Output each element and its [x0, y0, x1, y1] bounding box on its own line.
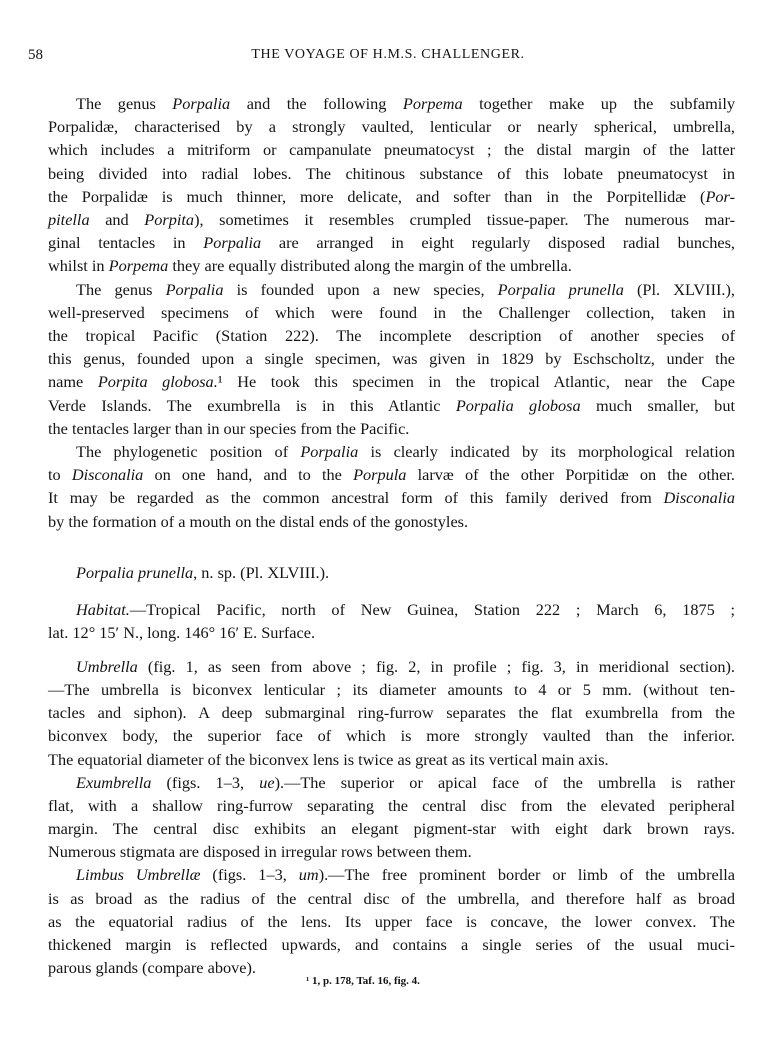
- text-span: (figs. 1–3,: [151, 772, 260, 792]
- text-span: name: [48, 372, 98, 392]
- text-span: and: [89, 210, 145, 229]
- italic-text: pitella: [48, 210, 90, 229]
- text-line: [76, 600, 735, 620]
- text-span: thickened margin is reflected upwards, and contains a single series of the usual muci-: [48, 934, 735, 954]
- text-line: [48, 842, 735, 862]
- italic-text: ue: [259, 772, 275, 792]
- text-line: [48, 233, 735, 253]
- text-span: The phylogenetic position of: [76, 442, 301, 461]
- italic-text: Porpalia: [203, 233, 262, 253]
- text-line: [48, 935, 735, 955]
- text-line: [76, 94, 735, 114]
- italic-text: Porpalia: [300, 442, 359, 461]
- text-span: Porpalidæ, characterised by a strongly vaulted, lenticular or nearly spherical, umbrella,: [48, 117, 735, 137]
- text-span: lat. 12° 15′ N., long. 146° 16′ E. Surface.: [48, 623, 316, 642]
- text-span: —Tropical Pacific, north of New Guinea, Station 222 ; March 6, 1875 ;: [129, 600, 735, 619]
- text-span: whilst in: [48, 256, 109, 276]
- text-line: [76, 442, 735, 462]
- text-span: well-preserved specimens of which were found in the Challenger collection, taken in: [48, 302, 735, 322]
- text-span: The equatorial diameter of the biconvex lens is twice as great as its vertical main axis.: [48, 749, 609, 769]
- italic-text: Disconalia: [663, 488, 735, 508]
- text-line: [48, 623, 735, 643]
- text-line: [48, 703, 735, 723]
- text-line: [48, 796, 735, 816]
- italic-text: Umbrella: [76, 657, 138, 676]
- text-span: (figs. 1–3,: [200, 865, 299, 885]
- text-span: Verde Islands. The exumbrella is in this Atlantic: [48, 395, 456, 415]
- text-line: [48, 488, 735, 508]
- text-line: [48, 164, 735, 184]
- text-span: is clearly indicated by its morphological relation: [358, 442, 735, 461]
- text-span: as the equatorial radius of the lens. Its upper face is concave, the lower convex. The: [48, 911, 735, 931]
- text-span: by the formation of a mouth on the distal ends of the gonostyles.: [48, 511, 469, 531]
- text-span: being divided into radial lobes. The chitinous substance of this lobate pneumatocyst in: [48, 163, 735, 183]
- italic-text: Porpema: [402, 94, 463, 113]
- text-span: and the following: [230, 94, 403, 113]
- text-line: [48, 210, 735, 230]
- italic-text: Porpita: [144, 210, 195, 229]
- species-heading-rest: , n. sp. (Pl. XLVIII.).: [193, 563, 330, 582]
- text-span: —The umbrella is biconvex lenticular ; its diameter amounts to 4 or 5 mm. (without ten-: [48, 680, 735, 700]
- text-line: [48, 819, 735, 839]
- text-span: together make up the subfamily: [462, 94, 735, 113]
- species-name: Porpalia prunella: [76, 563, 194, 582]
- text-span: The genus: [76, 279, 166, 299]
- text-line: [48, 465, 735, 485]
- text-span: ), sometimes it resembles crumpled tissue-paper. The numerous mar-: [194, 210, 735, 229]
- italic-text: Porpalia globosa: [455, 395, 581, 415]
- footnote: ¹ 1, p. 178, Taf. 16, fig. 4.: [306, 975, 420, 987]
- italic-text: Porpalia: [165, 279, 224, 299]
- italic-text: Exumbrella: [76, 772, 152, 792]
- text-span: flat, with a shallow ring-furrow separating the central disc from the elevated peripheral: [48, 795, 735, 815]
- text-span: are arranged in eight regularly disposed radial bunches,: [261, 233, 735, 253]
- text-span: tacles and siphon). A deep submarginal ring-furrow separates the flat exumbrella from the: [48, 703, 735, 723]
- text-line: [48, 889, 735, 909]
- text-line: [48, 396, 735, 416]
- text-span: The genus: [76, 94, 173, 113]
- text-span: the tropical Pacific (Station 222). The incomplete description of another species of: [48, 326, 735, 345]
- text-line: [48, 512, 735, 532]
- text-span: parous glands (compare above).: [48, 957, 256, 977]
- text-line: [76, 657, 735, 677]
- text-span: larvæ of the other Porpitidæ on the other.: [406, 465, 735, 485]
- page-number: 58: [28, 47, 43, 63]
- text-span: much smaller, but: [580, 395, 735, 415]
- text-span: which includes a mitriform or campanulate pneumatocyst ; the distal margin of the latter: [48, 140, 735, 160]
- text-line: [48, 326, 735, 346]
- text-span: the tentacles larger than in our species from the Pacific.: [48, 418, 410, 438]
- text-span: (fig. 1, as seen from above ; fig. 2, in profile ; fig. 3, in meridional section).: [137, 657, 735, 676]
- italic-text: Porpita globosa.: [97, 372, 218, 392]
- text-span: to: [48, 465, 72, 485]
- text-span: the Porpalidæ is much thinner, more delicate, and softer than in the Porpitellidæ (: [48, 186, 706, 206]
- italic-text: Porpalia: [172, 94, 231, 113]
- text-span: ginal tentacles in: [48, 233, 204, 253]
- text-line: [76, 280, 735, 300]
- text-line: [48, 303, 735, 323]
- text-span: ¹ He took this specimen in the tropical Atlantic, near the Cape: [217, 372, 735, 392]
- running-title: THE VOYAGE OF H.M.S. CHALLENGER.: [251, 47, 525, 62]
- text-span: It may be regarded as the common ancestral form of this family derived from: [48, 488, 664, 508]
- italic-text: Porpula: [353, 465, 407, 485]
- text-span: this genus, founded upon a single specimen, was given in 1829 by Eschscholtz, under the: [48, 349, 735, 369]
- text-line: [76, 865, 735, 885]
- italic-text: um: [298, 865, 319, 885]
- species-heading: [76, 563, 329, 583]
- text-line: [48, 750, 735, 770]
- italic-text: Limbus Umbrellæ: [76, 865, 201, 885]
- text-line: [48, 117, 735, 137]
- italic-text: Por-: [705, 186, 735, 206]
- text-line: [48, 256, 735, 276]
- text-span: is founded upon a new species,: [223, 279, 498, 299]
- text-line: [48, 726, 735, 746]
- text-span: ).—The free prominent border or limb of the umbrella: [318, 865, 735, 885]
- text-span: margin. The central disc exhibits an elegant pigment-star with eight dark brown rays.: [48, 819, 735, 839]
- text-span: is as broad as the radius of the central disc of the umbrella, and therefore half as broad: [48, 888, 735, 908]
- text-span: (Pl. XLVIII.),: [623, 279, 735, 299]
- text-line: [48, 680, 735, 700]
- text-line: [48, 187, 735, 207]
- italic-text: Porpema: [108, 256, 169, 276]
- text-line: [48, 912, 735, 932]
- text-line: [76, 773, 735, 793]
- text-span: they are equally distributed along the margin of the umbrella.: [168, 256, 572, 276]
- italic-text: Disconalia: [71, 465, 144, 485]
- text-line: [48, 419, 735, 439]
- text-line: [48, 372, 735, 392]
- text-span: ).—The superior or apical face of the umbrella is rather: [274, 772, 735, 792]
- text-line: [48, 140, 735, 160]
- text-span: on one hand, and to the: [143, 465, 354, 485]
- italic-text: Habitat.: [76, 600, 130, 619]
- italic-text: Porpalia prunella: [497, 279, 624, 299]
- text-span: biconvex body, the superior face of which is more strongly vaulted than the inferior.: [48, 726, 735, 746]
- text-line: [48, 349, 735, 369]
- text-span: Numerous stigmata are disposed in irregular rows between them.: [48, 842, 472, 862]
